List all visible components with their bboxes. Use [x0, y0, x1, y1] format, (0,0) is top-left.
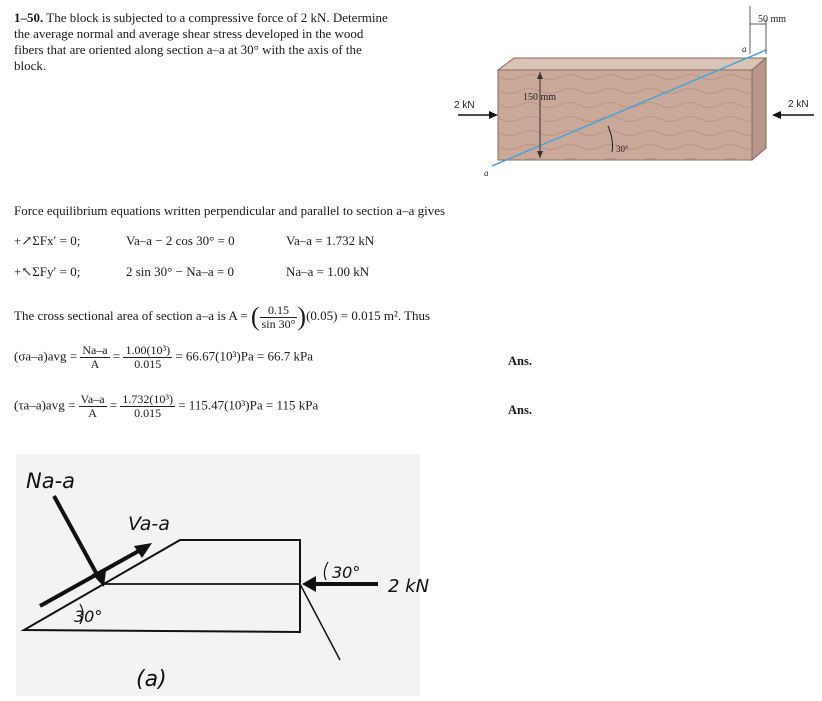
tau-lhs: (τa–a)avg = — [14, 397, 76, 413]
problem-statement — [14, 10, 394, 74]
free-body-sketch — [16, 454, 430, 696]
tau-frac2-den: 0.015 — [134, 406, 162, 420]
section-label-bottom: a — [484, 168, 489, 178]
area-line: The cross sectional area of section a–a is A = ( $\frac{0.15}{\sin 30^\circ}$ )(0.05) = 0.015 m². Thus — [14, 302, 431, 331]
tau-frac1 — [79, 393, 107, 420]
tau-frac1-den: A — [88, 406, 97, 420]
tau-frac2 — [120, 393, 175, 420]
section-label-top: a — [742, 44, 747, 54]
tau-frac1-num: Va–a — [80, 392, 105, 406]
sketch-force-label: 2 kN — [388, 576, 430, 597]
sigma-ans: Ans. — [508, 354, 532, 368]
tau-frac2-num: 1.732(10³) — [122, 392, 173, 406]
sigma-result: = 66.67(10³)Pa = 66.7 kPa — [175, 348, 314, 364]
area-num: 0.15 — [260, 304, 298, 318]
sketch-v-arrow — [40, 548, 144, 606]
left-force-label: 2 kN — [454, 100, 475, 111]
sigma-frac2-num: 1.00(10³) — [125, 343, 171, 357]
tau-result: = 115.47(10³)Pa = 115 kPa — [178, 397, 319, 413]
block-side-face — [752, 58, 766, 160]
sketch-angle-right: 30° — [332, 563, 361, 582]
sigma-frac1-den: A — [90, 357, 100, 371]
sketch-n-arrow — [54, 496, 100, 580]
area-prefix: The cross sectional area of section a–a is A = — [14, 307, 248, 323]
sigma-frac2 — [123, 344, 172, 371]
eq1-result: Va–a = 1.732 kN — [286, 233, 375, 248]
sketch-body — [24, 540, 300, 632]
block-top-face — [498, 58, 766, 70]
dim-height-label: 150 mm — [523, 92, 557, 103]
sketch-angle-line — [300, 584, 340, 660]
angle-label: 30° — [616, 144, 629, 154]
area-den: sin 30° — [261, 316, 296, 331]
eq2-result: Na–a = 1.00 kN — [286, 264, 370, 279]
left-force-arrowhead — [489, 111, 498, 119]
sketch-v-label: Va-a — [128, 513, 170, 535]
problem-number: 1–50. — [14, 10, 44, 25]
solution-intro: Force equilibrium equations written perpendicular and parallel to section a–a gives — [14, 203, 446, 218]
block-figure — [440, 0, 822, 190]
sketch-n-label: Na-a — [26, 469, 76, 493]
sigma-frac1 — [80, 344, 109, 371]
area-suffix: (0.05) = 0.015 m². Thus — [306, 307, 431, 323]
sketch-caption: (a) — [136, 667, 167, 692]
dim-top-label: 50 mm — [758, 14, 787, 25]
eq1-sum: +↗ΣFx′ = 0; — [14, 233, 81, 248]
sigma-frac1-num: Na–a — [82, 343, 108, 357]
eq2-equation: 2 sin 30° − Na–a = 0 — [126, 264, 234, 279]
eq2-sum: +↖ΣFy′ = 0; — [14, 264, 81, 279]
problem-text: The block is subjected to a compressive force of 2 kN. Determine the average normal and average shear stress developed in the wood fibers that are oriented along section a–a at 30° with the axis of the block. — [14, 10, 388, 73]
sigma-frac2-den: 0.015 — [134, 357, 162, 371]
right-force-arrowhead — [772, 111, 781, 119]
tau-line: (τa–a)avg = $\frac{Va-a}{A}$ = $\frac{\text{1.732(10³)}}{0.015}$ = 115.47(10³)Pa = 115 kPa — [14, 392, 319, 420]
tau-ans: Ans. — [508, 403, 532, 417]
right-force-label: 2 kN — [788, 99, 809, 110]
sketch-angle-left: 30° — [74, 607, 103, 626]
sigma-lhs: (σa–a)avg = — [14, 348, 78, 364]
area-fraction — [260, 304, 298, 331]
sketch-drawing — [16, 454, 430, 696]
sketch-angle-arc-right — [324, 562, 328, 580]
sketch-force-arrowhead — [302, 576, 316, 592]
sigma-line: (σa–a)avg = $\frac{Na-a}{A}$ = $\frac{\text{1.00(10³)}}{0.015}$ = 66.67(10³)Pa = 66.7 kPa — [14, 343, 314, 371]
eq1-equation: Va–a − 2 cos 30° = 0 — [126, 233, 235, 248]
